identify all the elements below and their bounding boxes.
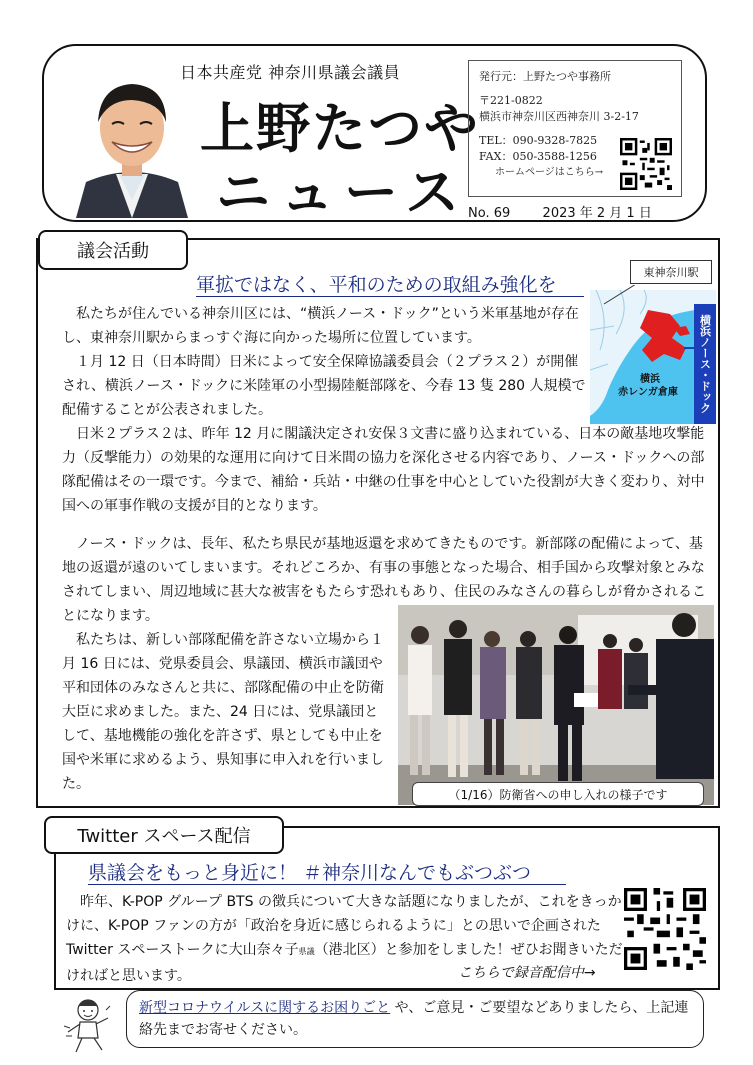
recording-qr-code[interactable] [624,888,706,970]
office-address: 横浜市神奈川区西神奈川 3-2-17 [479,110,639,123]
homepage-qr-code[interactable] [620,138,672,190]
article-paragraph: ノース・ドックは、長年、私たち県民が基地返還を求めてきたものです。新部隊の配備によって、基地の返還が遠のいてしまいます。それどころか、有事の事態となった場合、相手国から攻撃対象とみなされてしまい、周辺地域に甚大な被害をもたらす恐れもあり、住民のみなさんの暮らしが脅かされることになります。 [62,536,706,624]
photo-caption: （1/16）防衛省への申し入れの様子です [412,782,704,806]
postal-code: 〒221-0822 [479,94,543,107]
candidate-name-title: 上野たつや [200,96,480,160]
covid-consultation-link[interactable]: 新型コロナウイルスに関するお困りごと [139,1000,391,1016]
office-fax: FAX：050-3588-1256 [479,150,597,163]
small-annotation: 県議 [298,947,315,956]
twitter-spaces-paragraph: 昨年、K-POP グループ BTS の徴兵について大きな話題になりましたが、これをきっかけに、K-POP ファンの方が「政治を身近に感じられるように」との思いで企画された Twitter スペーストークに大山奈々子県議（港北区）と参加をしました！ぜひお聞きいただければと思います。 [66,894,623,984]
issue-number: No. 69 [468,206,511,221]
map-callout-station: 東神奈川駅 [630,260,712,284]
party-affiliation: 日本共産党 神奈川県議会議員 [180,63,401,82]
headline-underline [196,296,584,297]
section-tab-twitter-spaces: Twitter スペース配信 [44,816,284,854]
publisher-text: 発行元：上野たつや事務所 [479,70,611,83]
map-label-north-dock: 横浜ノース・ドック [698,314,712,414]
office-tel: TEL：090-9328-7825 [479,134,598,147]
article-paragraph: 私たちは、新しい部隊配備を許さない立場から１月 16 日には、党県委員会、県議団、横浜市議団や平和団体のみなさんと共に、部隊配備の中止を防衛大臣に求めました。また、24 日には、党県議団として、基地機能の強化を許さず、県としても中止を国や米軍に求めるよう、県知事に申入れを行いました。 [62,632,384,792]
issue-date: 2023 年 2 月 1 日 [542,206,652,221]
section2-headline: 県議会をもっと身近に！ ＃神奈川なんでもぶつぶつ [88,862,532,884]
headline-underline [88,884,566,885]
candidate-portrait [72,70,192,218]
homepage-link-text[interactable]: ホームページはこちら→ [495,167,604,178]
article-paragraph: 私たちが住んでいる神奈川区には、“横浜ノース・ドック”という米軍基地が存在し、東神奈川駅からまっすぐ海に向かった場所に位置しています。 [62,306,579,346]
recording-link-text[interactable]: こちらで録音配信中→ [458,965,596,981]
north-dock-map [590,290,716,424]
section-tab-council-activity: 議会活動 [38,230,188,270]
footer-text: や、ご意見・ご要望などありましたら、上記連絡先までお寄せください。 [139,1000,689,1038]
section1-headline: 軍拡ではなく、平和のための取組み強化を [196,274,557,296]
footer-notice [126,990,704,1048]
meeting-photo [398,605,714,805]
article-paragraph: １月 12 日（日本時間）日米によって安全保障協議委員会（２プラス２）が開催され、横浜ノース・ドックに米陸軍の小型揚陸艇部隊を、今春 13 隻 280 人規模で配備することが公表されました。 [62,354,586,418]
newsletter-title: ニュース [216,160,470,224]
mascot-illustration [62,996,114,1054]
article-paragraph: 日米２プラス２は、昨年 12 月に閣議決定され安保３文書に盛り込まれている、日本の敵基地攻撃能力（反撃能力）の効果的な運用に向けて日米間の協力を深化させる内容であり、ノース・ドックへの部隊配備はその一環です。今まで、補給・兵站・中継の仕事を中心としていた役割が大きく変わり、対中国への軍事作戦の支援が目的となります。 [62,426,705,514]
map-label-yokohama: 横浜 [640,374,660,385]
map-label-red-brick-warehouse: 赤レンガ倉庫 [618,387,678,398]
issue-info [468,202,652,221]
